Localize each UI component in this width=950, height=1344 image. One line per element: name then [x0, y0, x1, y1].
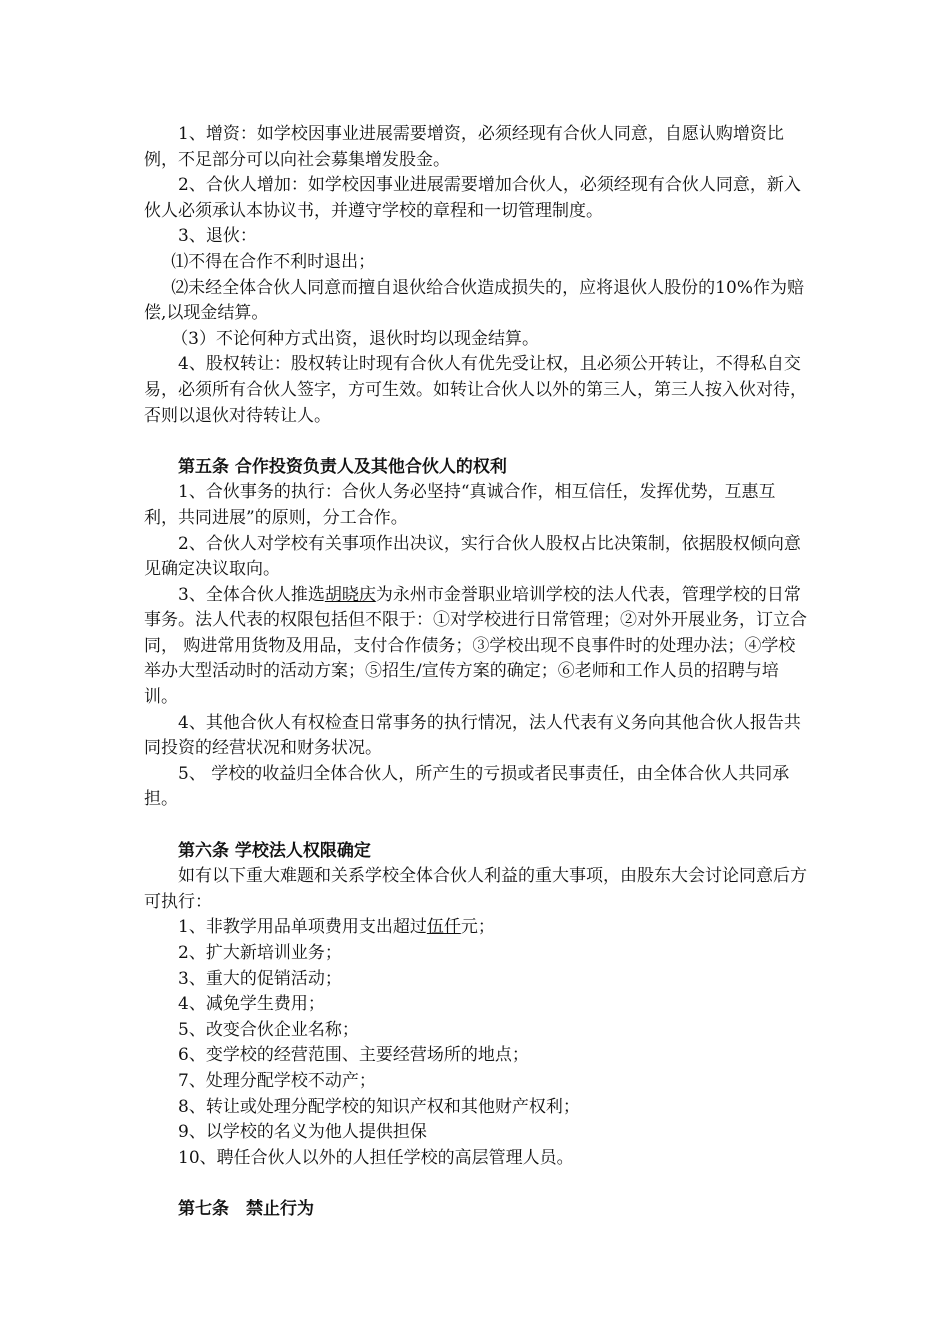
section-6-list-item: 9、以学校的名义为他人提供担保 — [178, 1122, 427, 1143]
clause-capital-increase: 1、增资：如学校因事业进展需要增资，必须经现有合伙人同意，自愿认购增资比例，不足部分可以向社会募集增发股金。 — [144, 124, 784, 170]
section-5-item-4: 4、其他合伙人有权检查日常事务的执行情况，法人代表有义务向其他合伙人报告共同投资的经营状况和财务状况。 — [144, 712, 801, 759]
section-5-item-3 — [144, 583, 808, 711]
section-5-item-2: 2、合伙人对学校有关事项作出决议，实行合伙人股权占比决策制，依据股权倾向意见确定决议取向。 — [144, 533, 801, 580]
section-6-list-item: 4、减免学生费用； — [178, 994, 325, 1015]
expense-limit-amount: 伍仟 — [426, 917, 461, 938]
section-6-list-item: 6、变学校的经营范围、主要经营场所的地点； — [178, 1045, 529, 1066]
section-6-list-item: 3、重大的促销活动； — [178, 968, 342, 989]
section-6-list-item: 10、聘任合伙人以外的人担任学校的高层管理人员。 — [178, 1147, 574, 1168]
section-6-item-1-post: 元； — [460, 917, 495, 938]
clause-equity-transfer: 4、股权转让：股权转让时现有合伙人有优先受让权，且必须公开转让，不得私自交易，必须所有合伙人签字，方可生效。如转让合伙人以外的第三人，第三人按入伙对待，否则以退伙对待转让人。 — [144, 354, 807, 426]
section-6-list-item: 5、改变合伙企业名称； — [178, 1019, 359, 1040]
section-5-item-3-post: 为永州市金誉职业培训学校的法人代表，管理学校的日常事务。法人代表的权限包括但不限于：①对学校进行日常管理；②对外开展业务，订立合同， 购进常用货物及用品，支付合作债务；③学校出现不良事件时的处理办法；④学校举办大型活动时的活动方案；⑤招生/宣传方案的确定；⑥老师和工作人员的招聘与培训。 — [144, 584, 807, 708]
clause-withdrawal-1: ⑴不得在合作不利时退出； — [171, 251, 376, 272]
section-5-title: 第五条 合作投资负责人及其他合伙人的权利 — [178, 456, 507, 477]
section-6-list-item: 8、转让或处理分配学校的知识产权和其他财产权利； — [178, 1096, 580, 1117]
legal-representative-name: 胡晓庆 — [324, 584, 376, 605]
section-6-title: 第六条 学校法人权限确定 — [178, 840, 371, 861]
clause-withdrawal-2: ⑵未经全体合伙人同意而擅自退伙给合伙造成损失的，应将退伙人股份的10%作为赔偿,以现金结算。 — [144, 277, 804, 324]
clause-withdrawal-3: （3）不论何种方式出资，退伙时均以现金结算。 — [171, 328, 540, 349]
section-7-title: 第七条 禁止行为 — [178, 1198, 314, 1219]
section-5-item-1: 1、合伙事务的执行：合伙人务必坚持“真诚合作，相互信任，发挥优势，互惠互利，共同进展”的原则，分工合作。 — [144, 482, 776, 528]
clause-partner-addition: 2、合伙人增加：如学校因事业进展需要增加合伙人，必须经现有合伙人同意，新入伙人必须承认本协议书，并遵守学校的章程和一切管理制度。 — [144, 175, 801, 221]
section-6-list-item: 2、扩大新培训业务； — [178, 943, 342, 963]
section-5-item-5: 5、 学校的收益归全体合伙人，所产生的亏损或者民事责任，由全体合伙人共同承担。 — [144, 763, 790, 810]
section-5-item-3-pre: 3、全体合伙人推选 — [178, 584, 325, 605]
document-body — [144, 122, 808, 1223]
section-6-item-1-pre: 1、非教学用品单项费用支出超过 — [178, 917, 427, 938]
section-6-intro: 如有以下重大难题和关系学校全体合伙人利益的重大事项，由股东大会讨论同意后方可执行： — [144, 866, 807, 912]
clause-withdrawal-title: 3、退伙： — [178, 226, 257, 247]
section-6-item-1 — [144, 915, 808, 941]
section-6-list-item: 7、处理分配学校不动产； — [178, 1070, 376, 1091]
